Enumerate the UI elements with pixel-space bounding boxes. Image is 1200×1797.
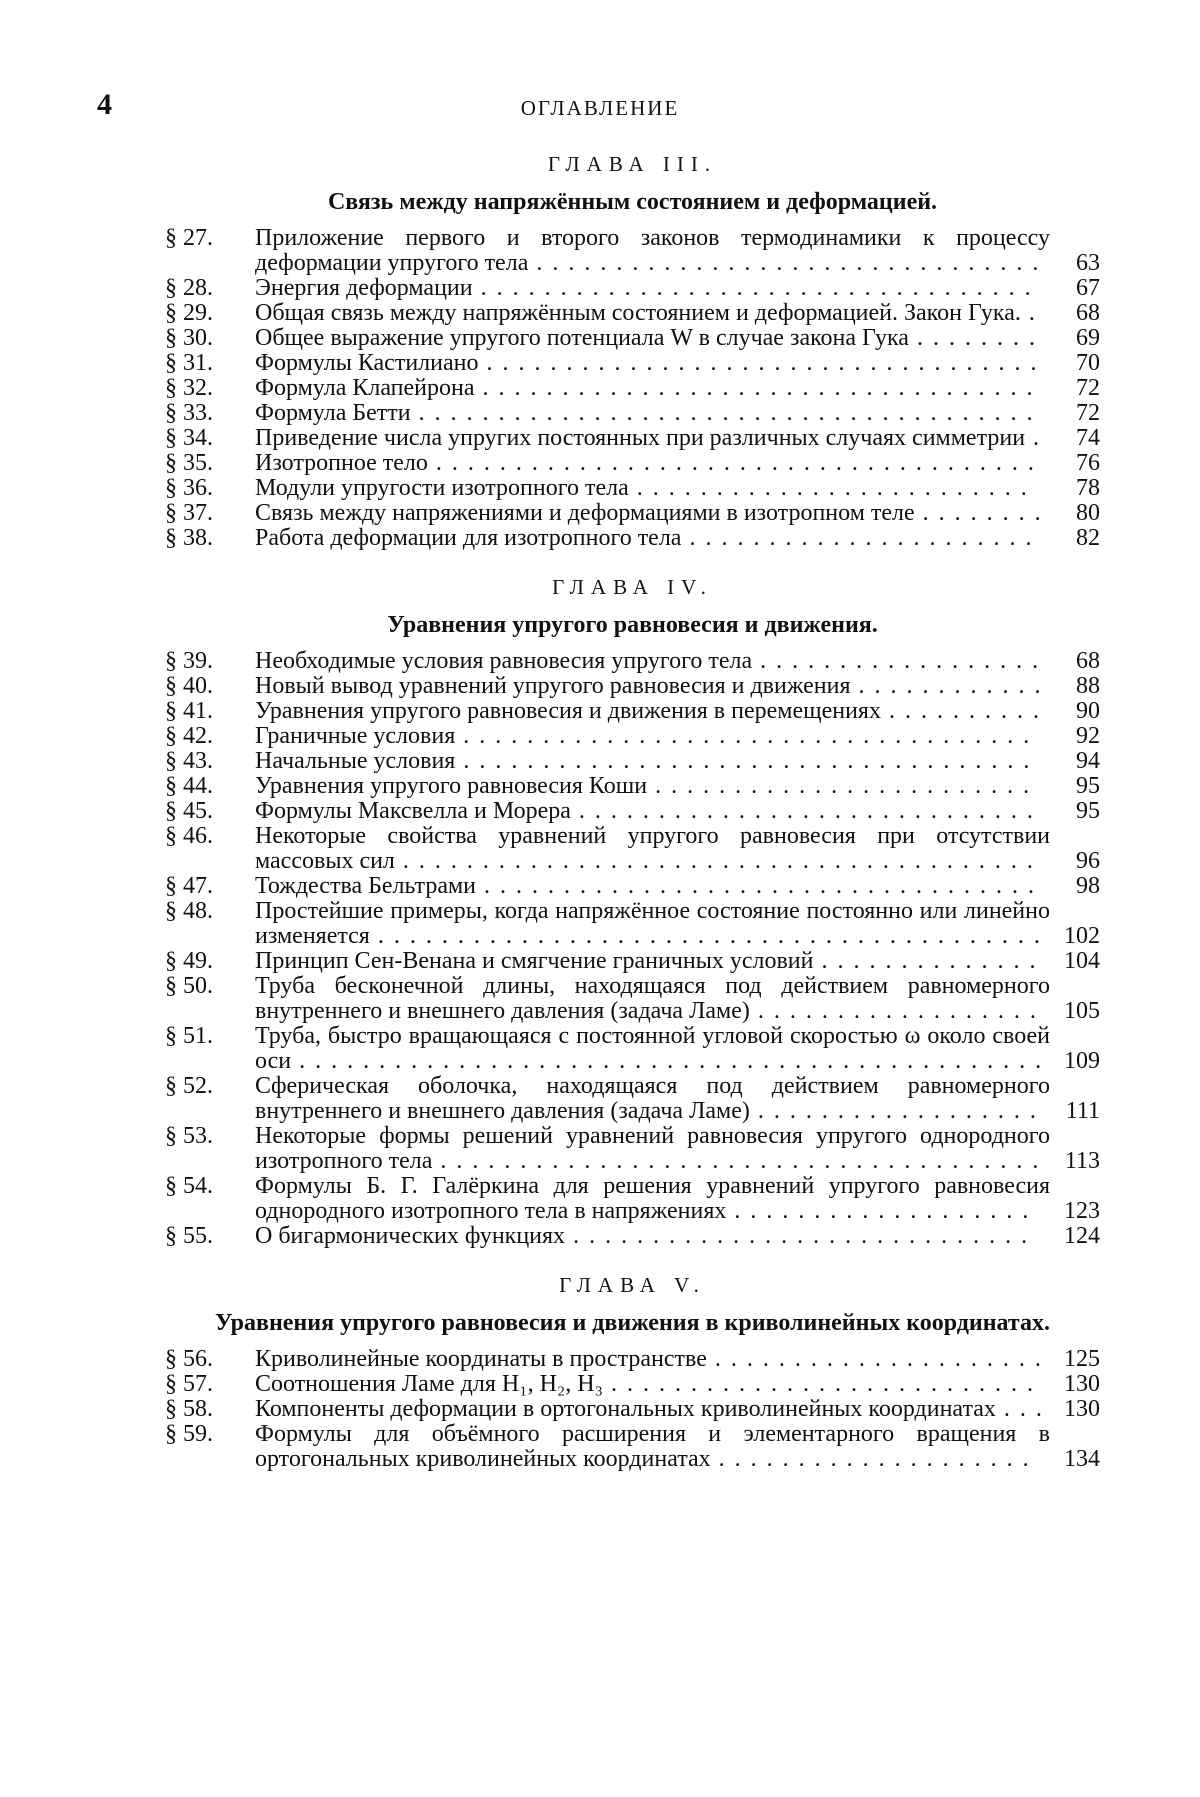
leader-dots: . . . [995, 1396, 1044, 1422]
leader-dots: . . . . . . . . . . . . . . . . . . . . . . . . . . . . . . . . . . . . [455, 723, 1032, 749]
leader-dots: . . . . . . . . . . . . . . . . . . . . . . . . . . . . . . . . . . . . . . . . [394, 848, 1035, 874]
section-title: Необходимые условия равновесия упругого тела [255, 648, 753, 674]
chapter-section [165, 573, 1100, 1249]
toc-entry[interactable] [165, 401, 1100, 426]
section-number: § 42. [165, 723, 213, 749]
section-number: § 55. [165, 1223, 213, 1249]
chapter-label: ГЛАВА IV. [552, 575, 713, 599]
section-title: Труба, быстро вращающаяся с постоянной угловой скоростью ω около своей оси [255, 1023, 1050, 1074]
page-ref: 104 [1064, 948, 1100, 974]
toc-entry[interactable] [165, 1224, 1100, 1249]
running-title: ОГЛАВЛЕНИЕ [520, 96, 680, 120]
page-ref: 134 [1064, 1446, 1100, 1472]
page-ref: 123 [1064, 1198, 1100, 1224]
entry-body [255, 401, 1100, 426]
section-number: § 33. [165, 400, 213, 426]
leader-dots: . . . . . . . . . . . . . . . . . . . . . . [681, 525, 1034, 551]
leader-dots: . . . . . . . . . . . . . . . . . . . . . . . . . . . [602, 1371, 1035, 1397]
section-title: Общее выражение упругого потенциала W в случае закона Гука [255, 325, 909, 351]
toc-entry[interactable] [165, 351, 1100, 376]
entry-body [255, 1124, 1100, 1174]
leader-dots: . [1025, 425, 1042, 451]
section-number: § 46. [165, 823, 213, 849]
toc-entry[interactable] [165, 1074, 1100, 1124]
toc-entry[interactable] [165, 949, 1100, 974]
leader-dots: . . . . . . . . . . . . . . [813, 948, 1038, 974]
toc-entry[interactable] [165, 799, 1100, 824]
entry-body [255, 749, 1100, 774]
leader-dots: . . . . . . . . . . . . . . . . . . . . . . . . . . . . . . . . . . . [472, 275, 1033, 301]
section-title: Формула Клапейрона [255, 375, 475, 401]
toc-entry[interactable] [165, 276, 1100, 301]
toc-entry[interactable] [165, 1422, 1100, 1472]
section-number: § 52. [165, 1073, 213, 1099]
leader-dots: . . . . . . . . . . . . . . . . . . . . [710, 1446, 1031, 1472]
section-title: Уравнения упругого равновесия и движения в перемещениях [255, 698, 881, 724]
entry-body [255, 974, 1100, 1024]
section-number: § 51. [165, 1023, 213, 1049]
entry-body [255, 351, 1100, 376]
entry-body [255, 649, 1100, 674]
section-title: Работа деформации для изотропного тела [255, 525, 682, 551]
entry-body [255, 674, 1100, 699]
entry-body [255, 774, 1100, 799]
leader-dots: . . . . . . . . . . . . . . . . . . [749, 1098, 1038, 1124]
leader-dots: . . . . . . . . . . . . . . . . . . . . . . . . . . . . . . . . . . . . . . [432, 1148, 1041, 1174]
entry-body [255, 1347, 1100, 1372]
section-number: § 37. [165, 500, 213, 526]
toc-entry[interactable] [165, 1124, 1100, 1174]
page-ref: 78 [1076, 475, 1100, 501]
entry-body [255, 874, 1100, 899]
toc-entry[interactable] [165, 451, 1100, 476]
section-number: § 57. [165, 1371, 213, 1397]
section-title: Некоторые формы решений уравнений равновесия упругого однородного изотропного тела [255, 1123, 1050, 1174]
chapter-section [165, 150, 1100, 551]
section-title: Уравнения упругого равновесия Коши [255, 773, 648, 799]
toc-entry[interactable] [165, 724, 1100, 749]
toc-entry[interactable] [165, 476, 1100, 501]
leader-dots: . [1020, 300, 1037, 326]
section-title: Начальные условия [255, 748, 456, 774]
page-ref: 68 [1076, 648, 1100, 674]
entry-body [255, 276, 1100, 301]
entry-body [255, 426, 1100, 451]
section-title: Криволинейные координаты в пространстве [255, 1346, 707, 1372]
section-title: Тождества Бельтрами [255, 873, 477, 899]
section-number: § 40. [165, 673, 213, 699]
section-number: § 30. [165, 325, 213, 351]
toc-entry[interactable] [165, 1024, 1100, 1074]
section-number: § 28. [165, 275, 213, 301]
leader-dots: . . . . . . . . . . . . . . . . . . . . . . . . . . . . . . . . . . . . . . . . . . . . . . . [291, 1048, 1044, 1074]
leader-dots: . . . . . . . . . . . . . . . . . . . . . . . . . [628, 475, 1029, 501]
section-number: § 53. [165, 1123, 213, 1149]
leader-dots: . . . . . . . . . . . . . . . . . . . . . . . . . . . . . . . . . . . [478, 350, 1039, 376]
entry-body [255, 949, 1100, 974]
leader-dots: . . . . . . . . . . . . . . . . . . . . . . . . . . . . . . . . . . . . . . [427, 450, 1036, 476]
table-of-contents [165, 150, 1100, 1494]
page-ref: 69 [1076, 325, 1100, 351]
leader-dots: . . . . . . . . . . . . . . . . . . . . . . . . . . . . . . . . . . . [476, 873, 1037, 899]
entry-body [255, 724, 1100, 749]
section-number: § 59. [165, 1421, 213, 1447]
toc-entry[interactable] [165, 226, 1100, 276]
section-number: § 54. [165, 1173, 213, 1199]
section-title: Общая связь между напряжённым состоянием и деформацией. Закон Гука. [255, 300, 1021, 326]
leader-dots: . . . . . . . . . . [880, 698, 1041, 724]
section-number: § 39. [165, 648, 213, 674]
page-ref: 70 [1076, 350, 1100, 376]
leader-dots: . . . . . . . . [914, 500, 1043, 526]
toc-entry[interactable] [165, 376, 1100, 401]
page-ref: 102 [1064, 923, 1100, 949]
entry-body [255, 451, 1100, 476]
section-number: § 48. [165, 898, 213, 924]
page-ref: 67 [1076, 275, 1100, 301]
leader-dots: . . . . . . . . . . . . . . . . . . . . . . . . . . . . . . . . . . . [474, 375, 1035, 401]
section-title: Труба бесконечной длины, находящаяся под действием равномерного внутреннего и внешнего давления (задача Ламе) [255, 973, 1050, 1024]
page-ref: 72 [1076, 400, 1100, 426]
toc-entry[interactable] [165, 1397, 1100, 1422]
section-title: Формулы Б. Г. Галёркина для решения уравнений упругого равновесия однородного изотропного тела в напряжениях [255, 1173, 1050, 1224]
entry-body [255, 326, 1100, 351]
section-number: § 29. [165, 300, 213, 326]
section-number: § 58. [165, 1396, 213, 1422]
section-title: Связь между напряжениями и деформациями в изотропном теле [255, 500, 915, 526]
entry-body [255, 799, 1100, 824]
section-title: Соотношения Ламе для H₁, H₂, H₃ [255, 1371, 603, 1397]
toc-entry[interactable] [165, 824, 1100, 874]
leader-dots: . . . . . . . . . . . . . . . . . . . . . . . . . . . . . [565, 1223, 1030, 1249]
entry-body [255, 1024, 1100, 1074]
page-ref: 95 [1076, 773, 1100, 799]
entry-body [255, 1372, 1100, 1397]
section-title: Граничные условия [255, 723, 456, 749]
section-title: Формулы Максвелла и Морера [255, 798, 571, 824]
section-number: § 49. [165, 948, 213, 974]
toc-entry[interactable] [165, 874, 1100, 899]
entry-body [255, 1422, 1100, 1472]
page-ref: 124 [1064, 1223, 1100, 1249]
toc-entry[interactable] [165, 426, 1100, 451]
section-title: Приложение первого и второго законов термодинамики к процессу деформации упругого тела [255, 225, 1050, 276]
section-title: Формула Бетти [255, 400, 411, 426]
leader-dots: . . . . . . . . . . . . . . . . . . . . . . . . . . . . . . . . . . . . . . . . . . [369, 923, 1042, 949]
leader-dots: . . . . . . . . . . . . . . . . . . . . . . . . [647, 773, 1032, 799]
page-ref: 82 [1076, 525, 1100, 551]
section-number: § 50. [165, 973, 213, 999]
chapter-title: Уравнения упругого равновесия и движения в криволинейных координатах. [215, 1310, 1050, 1336]
section-title: Новый вывод уравнений упругого равновесия и движения [255, 673, 851, 699]
toc-entry[interactable] [165, 899, 1100, 949]
leader-dots: . . . . . . . . . . . . [850, 673, 1043, 699]
page-ref: 63 [1076, 250, 1100, 276]
entry-body [255, 226, 1100, 276]
section-number: § 56. [165, 1346, 213, 1372]
section-title: Формулы для объёмного расширения и элементарного вращения в ортогональных криволинейных координатах [255, 1421, 1050, 1472]
toc-entry[interactable] [165, 649, 1100, 674]
section-number: § 36. [165, 475, 213, 501]
entry-body [255, 1174, 1100, 1224]
page-ref: 113 [1064, 1148, 1100, 1174]
leader-dots: . . . . . . . . . . . . . . . . . . [749, 998, 1038, 1024]
section-number: § 41. [165, 698, 213, 724]
entry-body [255, 699, 1100, 724]
page-ref: 74 [1076, 425, 1100, 451]
entry-body [255, 1224, 1100, 1249]
section-title: Модули упругости изотропного тела [255, 475, 629, 501]
section-title: О бигармонических функциях [255, 1223, 566, 1249]
section-title: Формулы Кастилиано [255, 350, 479, 376]
toc-entry[interactable] [165, 699, 1100, 724]
page-ref: 130 [1064, 1371, 1100, 1397]
page-ref: 96 [1076, 848, 1100, 874]
section-number: § 35. [165, 450, 213, 476]
page-ref: 111 [1065, 1098, 1100, 1124]
chapter-section [165, 1271, 1100, 1472]
page-ref: 109 [1064, 1048, 1100, 1074]
entry-body [255, 1397, 1100, 1422]
entry-body [255, 526, 1100, 551]
page-ref: 95 [1076, 798, 1100, 824]
section-number: § 32. [165, 375, 213, 401]
page-ref: 80 [1076, 500, 1100, 526]
leader-dots: . . . . . . . . . . . . . . . . . . . . . . . . . . . . . . . . . . . . . . . [410, 400, 1035, 426]
leader-dots: . . . . . . . . [908, 325, 1037, 351]
section-number: § 43. [165, 748, 213, 774]
toc-entry[interactable] [165, 301, 1100, 326]
page-ref: 72 [1076, 375, 1100, 401]
toc-entry[interactable] [165, 1174, 1100, 1224]
leader-dots: . . . . . . . . . . . . . . . . . . . . . [706, 1346, 1043, 1372]
section-number: § 47. [165, 873, 213, 899]
section-title: Компоненты деформации в ортогональных криволинейных координатах [255, 1396, 996, 1422]
section-number: § 38. [165, 525, 213, 551]
section-title: Простейшие примеры, когда напряжённое состояние постоянно или линейно изменяется [255, 898, 1050, 949]
toc-entry[interactable] [165, 674, 1100, 699]
toc-entry[interactable] [165, 501, 1100, 526]
section-title: Приведение числа упругих постоянных при различных случаях симметрии [255, 425, 1026, 451]
section-title: Принцип Сен-Венана и смягчение граничных условий [255, 948, 814, 974]
section-number: § 44. [165, 773, 213, 799]
entry-body [255, 1074, 1100, 1124]
page-ref: 125 [1064, 1346, 1100, 1372]
leader-dots: . . . . . . . . . . . . . . . . . . . . . . . . . . . . . [570, 798, 1035, 824]
entry-body [255, 501, 1100, 526]
toc-entry[interactable] [165, 526, 1100, 551]
page-ref: 92 [1076, 723, 1100, 749]
page-ref: 94 [1076, 748, 1100, 774]
entry-body [255, 824, 1100, 874]
page-ref: 98 [1076, 873, 1100, 899]
entry-body [255, 476, 1100, 501]
toc-entry[interactable] [165, 974, 1100, 1024]
toc-entry[interactable] [165, 1347, 1100, 1372]
section-title: Сферическая оболочка, находящаяся под действием равномерного внутреннего и внешнего давления (задача Ламе) [255, 1073, 1050, 1124]
chapter-title: Связь между напряжённым состоянием и деформацией. [327, 189, 938, 215]
page-number: 4 [97, 88, 112, 121]
page-ref: 90 [1076, 698, 1100, 724]
section-number: § 31. [165, 350, 213, 376]
leader-dots: . . . . . . . . . . . . . . . . . . . . . . . . . . . . . . . . . . . . [455, 748, 1032, 774]
entry-body [255, 899, 1100, 949]
toc-entry[interactable] [165, 749, 1100, 774]
page-header [0, 88, 1200, 128]
leader-dots: . . . . . . . . . . . . . . . . . . [752, 648, 1041, 674]
page-ref: 105 [1064, 998, 1100, 1024]
section-number: § 27. [165, 225, 213, 251]
toc-entry[interactable] [165, 1372, 1100, 1397]
section-title: Изотропное тело [255, 450, 428, 476]
page-ref: 130 [1064, 1396, 1100, 1422]
section-title: Энергия деформации [255, 275, 473, 301]
section-number: § 34. [165, 425, 213, 451]
leader-dots: . . . . . . . . . . . . . . . . . . . [726, 1198, 1031, 1224]
section-title: Некоторые свойства уравнений упругого равновесия при отсутствии массовых сил [255, 823, 1050, 874]
page-ref: 88 [1076, 673, 1100, 699]
chapter-title: Уравнения упругого равновесия и движения. [387, 612, 878, 638]
page-ref: 68 [1076, 300, 1100, 326]
toc-entry[interactable] [165, 774, 1100, 799]
entry-body [255, 301, 1100, 326]
section-number: § 45. [165, 798, 213, 824]
toc-entry[interactable] [165, 326, 1100, 351]
entry-body [255, 376, 1100, 401]
leader-dots: . . . . . . . . . . . . . . . . . . . . . . . . . . . . . . . . [528, 250, 1041, 276]
page-ref: 76 [1076, 450, 1100, 476]
chapter-label: ГЛАВА V. [559, 1273, 706, 1297]
chapter-label: ГЛАВА III. [547, 152, 718, 176]
